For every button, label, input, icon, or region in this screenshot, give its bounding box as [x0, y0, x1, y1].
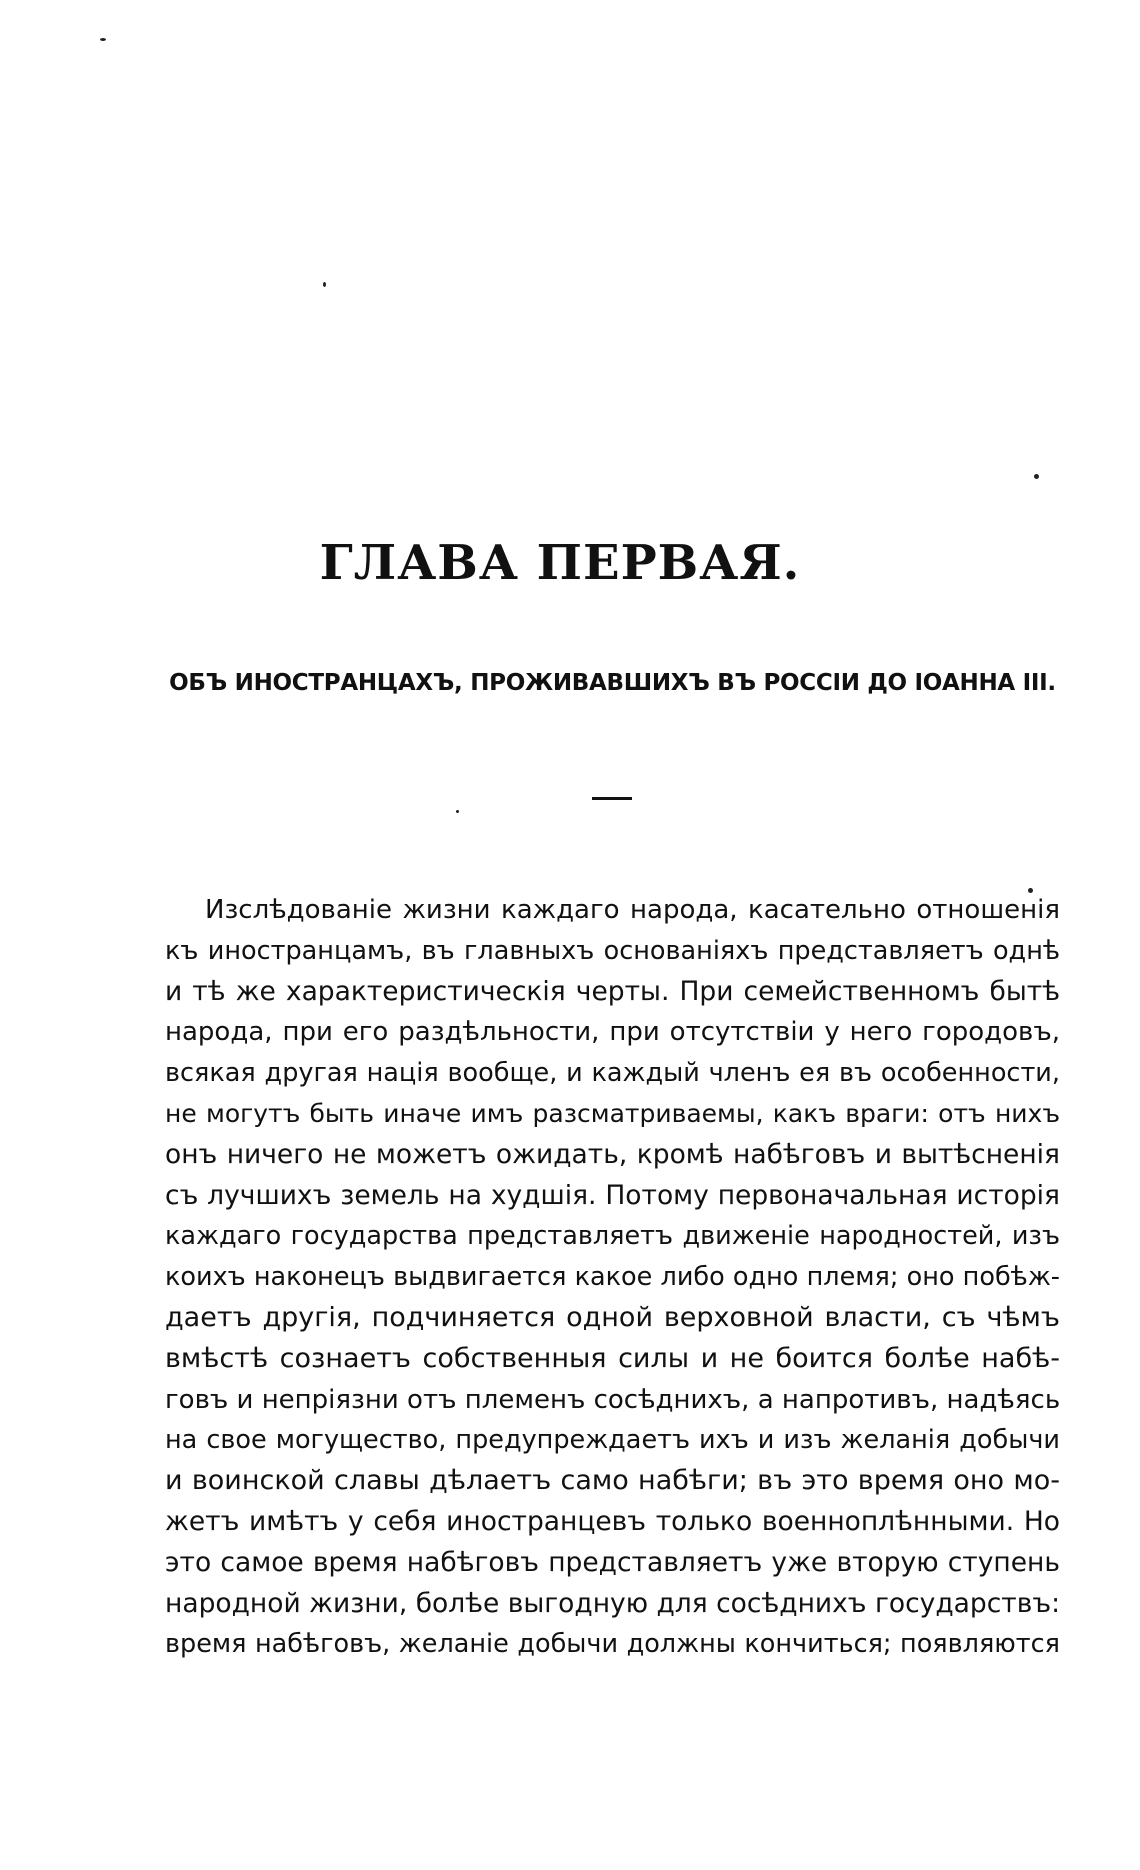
text-line: это самое время набѣговъ представляетъ уже вторую ступень: [165, 1546, 1060, 1578]
text-line: на свое могущество, предупреждаетъ ихъ и изъ желанія добычи: [165, 1425, 1060, 1456]
text-line: жетъ имѣтъ у себя иностранцевъ только военноплѣнными. Но: [165, 1505, 1060, 1537]
text-line: говъ и непріязни отъ племенъ сосѣднихъ, а напротивъ, надѣясь: [165, 1384, 1060, 1415]
chapter-subtitle: ОБЪ ИНОСТРАНЦАХЪ, ПРОЖИВАВШИХЪ ВЪ РОССІИ ДО ІОАННА III.: [169, 670, 1056, 696]
section-divider: [592, 797, 632, 800]
text-line: народной жизни, болѣе выгодную для сосѣднихъ государствъ:: [165, 1587, 1060, 1619]
text-line: даетъ другія, подчиняется одной верховной власти, съ чѣмъ: [165, 1301, 1060, 1333]
scan-speck: [100, 38, 106, 41]
text-line: народа, при его раздѣльности, при отсутствіи у него городовъ,: [165, 1017, 1060, 1048]
chapter-title: ГЛАВА ПЕРВАЯ.: [319, 535, 801, 591]
text-line: коихъ наконецъ выдвигается какое либо одно племя; оно побѣж-: [165, 1262, 1060, 1293]
text-line: время набѣговъ, желаніе добычи должны кончиться; появляются: [165, 1629, 1060, 1660]
text-line: съ лучшихъ земель на худшія. Потому первоначальная исторія: [165, 1179, 1060, 1211]
text-line: Изслѣдованіе жизни каждаго народа, касательно отношенія: [205, 895, 1060, 925]
body-paragraph: [165, 890, 1060, 1665]
text-line: и тѣ же характеристическія черты. При семейственномъ бытѣ: [165, 975, 1060, 1007]
text-line: всякая другая нація вообще, и каждый членъ ея въ особенности,: [165, 1058, 1060, 1089]
text-line: и воинской славы дѣлаетъ само набѣги; въ это время оно мо-: [165, 1465, 1060, 1497]
text-line: онъ ничего не можетъ ожидать, кромѣ набѣговъ и вытѣсненія: [165, 1138, 1060, 1170]
text-line: каждаго государства представляетъ движеніе народностей, изъ: [165, 1221, 1060, 1252]
scan-speck: [1034, 474, 1039, 479]
text-line: къ иностранцамъ, въ главныхъ основаніяхъ представляетъ однѣ: [165, 935, 1060, 966]
scan-speck: [456, 810, 459, 813]
text-line: не могутъ быть иначе имъ разсматриваемы, какъ враги: отъ нихъ: [165, 1098, 1060, 1128]
text-line: вмѣстѣ сознаетъ собственныя силы и не боится болѣе набѣ-: [165, 1342, 1060, 1374]
scan-speck: [323, 282, 326, 287]
